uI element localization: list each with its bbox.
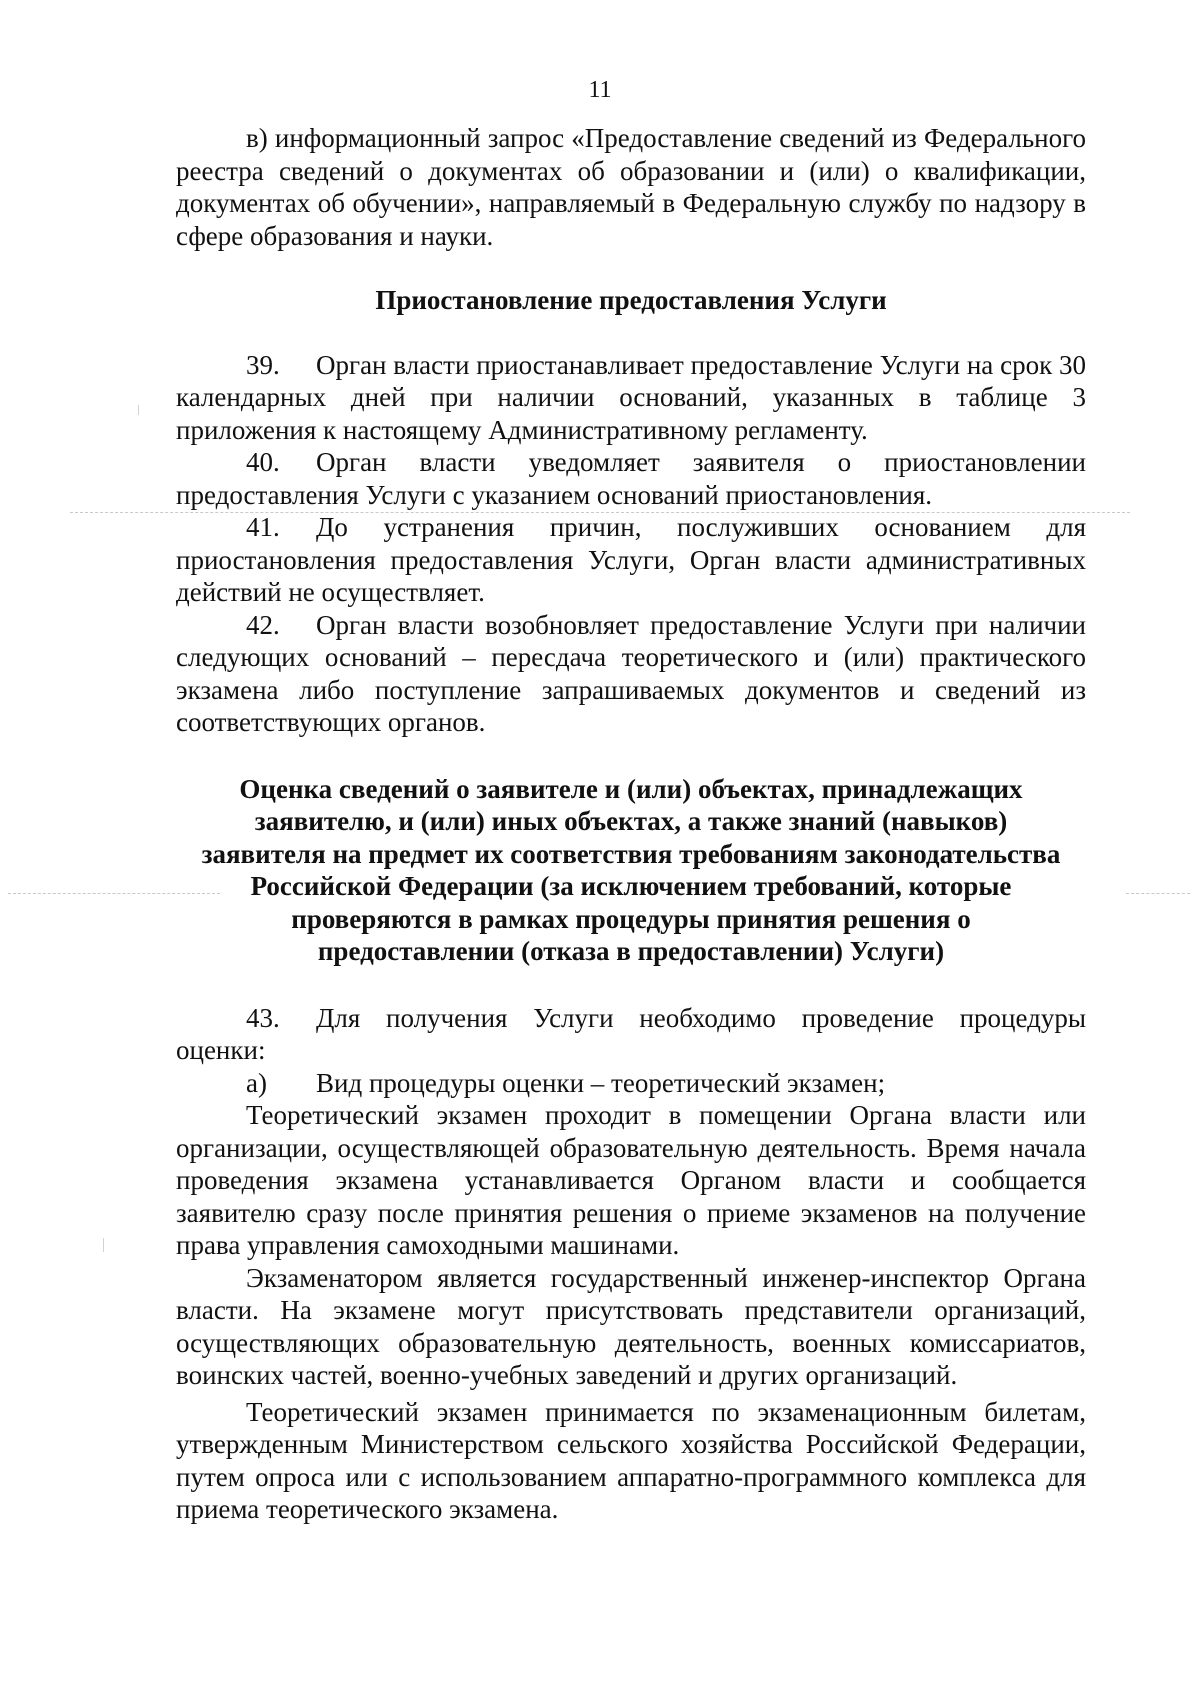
- clause-40: [176, 446, 1086, 511]
- intro-paragraph: в) информационный запрос «Предоставление сведений из Федерального реестра сведений о документах об образовании и (или) о квалификации, документах об обучении», направляемый в Федеральную службу по надзору в сфере образования и науки.: [176, 123, 1086, 251]
- heading-line: Оценка сведений о заявителе и (или) объектах, принадлежащих: [239, 773, 1023, 804]
- heading-line: предоставлении (отказа в предоставлении) Услуги): [317, 936, 945, 966]
- clause-number: 43.: [246, 1002, 280, 1033]
- heading-line: заявителя на предмет их соответствия требованиям законодательства: [201, 838, 1061, 869]
- heading-line: проверяются в рамках процедуры принятия решения о: [291, 903, 971, 934]
- clause-39: [176, 349, 1086, 447]
- clause-text: Орган власти уведомляет заявителя о приостановлении предоставления Услуги с указанием оснований приостановления.: [176, 447, 1086, 510]
- section-heading-suspension: Приостановление предоставления Услуги: [375, 285, 887, 315]
- exam-location-paragraph: Теоретический экзамен проходит в помещении Органа власти или организации, осуществляющей образовательную деятельность. Время начала проведения экзамена устанавливается Органом власти и сообщается заявителю сразу после принятия решения о приеме экзаменов на получение права управления самоходными машинами.: [176, 1100, 1086, 1260]
- heading-line: Российской Федерации (за исключением требований, которые: [250, 871, 1012, 901]
- page-number: 11: [588, 77, 612, 103]
- scan-artifact-mark: [138, 405, 139, 415]
- clause-text: До устранения причин, послуживших основанием для приостановления предоставления Услуги, Орган власти административных действий не осуществляет.: [176, 512, 1086, 607]
- clause-43: [176, 1002, 1086, 1067]
- heading-line: заявителю, и (или) иных объектах, а также знаний (навыков): [254, 806, 1008, 836]
- scan-artifact-mark: [103, 1238, 104, 1252]
- clause-number: 42.: [246, 609, 280, 640]
- clause-text: Орган власти приостанавливает предоставление Услуги на срок 30 календарных дней при наличии оснований, указанных в таблице 3 приложения к настоящему Административному регламенту.: [176, 349, 1086, 445]
- clause-text: Орган власти возобновляет предоставление Услуги при наличии следующих оснований – пересдача теоретического и (или) практического экзамена либо поступление запрашиваемых документов и сведений из соответствующих органов.: [176, 609, 1086, 737]
- subclause-a: [176, 1067, 1086, 1100]
- examiner-paragraph: Экзаменатором является государственный инженер-инспектор Органа власти. На экзамене могут присутствовать представители организаций, осуществляющих образовательную деятельность, военных комиссариатов, воинских частей, военно-учебных заведений и других организаций.: [176, 1262, 1086, 1390]
- section-heading-assessment: [176, 773, 1086, 968]
- clause-41: [176, 511, 1086, 609]
- clause-text: Вид процедуры оценки – теоретический экзамен;: [316, 1067, 886, 1098]
- clause-number: 40.: [246, 447, 280, 477]
- clause-42: [176, 609, 1086, 739]
- clause-text: Для получения Услуги необходимо проведение процедуры оценки:: [176, 1002, 1086, 1065]
- exam-tickets-paragraph: Теоретический экзамен принимается по экзаменационным билетам, утвержденным Министерством сельского хозяйства Российской Федерации, путем опроса или с использованием аппаратно-программного комплекса для приема теоретического экзамена.: [176, 1396, 1086, 1524]
- scan-artifact-line: [1126, 893, 1190, 894]
- clause-number: 39.: [246, 349, 280, 380]
- clause-number: 41.: [246, 512, 280, 542]
- clause-number: а): [246, 1067, 267, 1098]
- document-body: [176, 122, 1086, 1526]
